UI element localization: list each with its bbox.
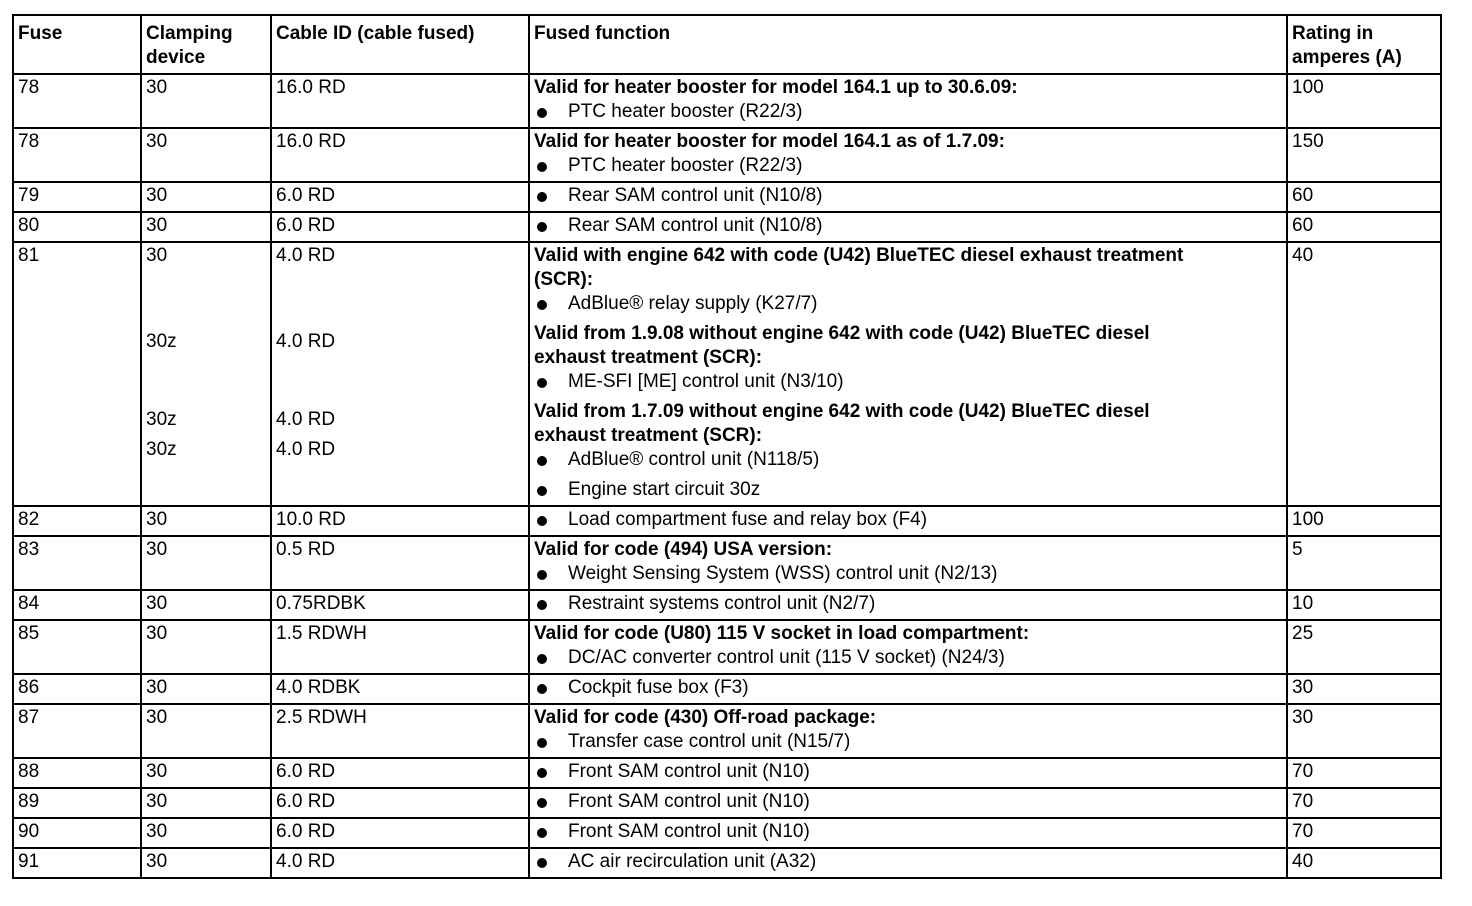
cable-value: 4.0 RD [276, 439, 336, 460]
header-fused-function: Fused function [529, 15, 1287, 74]
fuse-number: 78 [13, 74, 141, 128]
function-item: Rear SAM control unit (N10/8) [534, 184, 1282, 208]
fuse-number: 87 [13, 704, 141, 758]
cable-value: 4.0 RD [276, 331, 336, 352]
clamping-device: 30 [141, 758, 271, 788]
validity-heading: Valid for heater booster for model 164.1 up to 30.6.09: [534, 77, 1018, 98]
table-row [13, 590, 1441, 620]
fuse-number: 88 [13, 758, 141, 788]
fused-function [529, 848, 1287, 878]
function-item: AdBlue® relay supply (K27/7) [534, 292, 1282, 316]
header-row [13, 15, 1441, 74]
function-item: Load compartment fuse and relay box (F4) [534, 508, 1282, 532]
cable-id: 2.5 RDWH [271, 704, 529, 758]
rating: 60 [1287, 182, 1441, 212]
function-item: ME-SFI [ME] control unit (N3/10) [534, 370, 1282, 394]
fused-function [529, 242, 1287, 506]
cable-value: 4.0 RD [276, 409, 336, 430]
clamping-device: 30 [141, 704, 271, 758]
fuse-number: 79 [13, 182, 141, 212]
function-item: Cockpit fuse box (F3) [534, 676, 1282, 700]
table-row [13, 758, 1441, 788]
function-item: Restraint systems control unit (N2/7) [534, 592, 1282, 616]
validity-heading: Valid from 1.9.08 without engine 642 with code (U42) BlueTEC diesel [534, 323, 1150, 344]
clamping-device: 30 [141, 818, 271, 848]
cable-id: 6.0 RD [271, 758, 529, 788]
fuse-number: 90 [13, 818, 141, 848]
function-item: AdBlue® control unit (N118/5) [534, 448, 1282, 472]
function-item: DC/AC converter control unit (115 V socket) (N24/3) [534, 646, 1282, 670]
fuse-number: 89 [13, 788, 141, 818]
cable-id: 4.0 RD [271, 848, 529, 878]
fuse-number: 84 [13, 590, 141, 620]
function-item: Rear SAM control unit (N10/8) [534, 214, 1282, 238]
clamping-device: 30 [141, 536, 271, 590]
cable-id: 6.0 RD [271, 788, 529, 818]
function-item: Front SAM control unit (N10) [534, 820, 1282, 844]
table-row [13, 242, 1441, 506]
table-row [13, 212, 1441, 242]
rating: 40 [1287, 242, 1441, 506]
function-item: AC air recirculation unit (A32) [534, 850, 1282, 874]
function-item: Weight Sensing System (WSS) control unit (N2/13) [534, 562, 1282, 586]
cable-id [271, 242, 529, 506]
function-item: Front SAM control unit (N10) [534, 790, 1282, 814]
fuse-number: 86 [13, 674, 141, 704]
clamping-device: 30 [141, 182, 271, 212]
validity-heading: (SCR): [534, 269, 594, 290]
function-item: PTC heater booster (R22/3) [534, 100, 1282, 124]
clamping-device: 30 [141, 128, 271, 182]
function-item: Front SAM control unit (N10) [534, 760, 1282, 784]
fuse-number: 78 [13, 128, 141, 182]
rating: 30 [1287, 674, 1441, 704]
table-row [13, 788, 1441, 818]
rating: 150 [1287, 128, 1441, 182]
table-row [13, 128, 1441, 182]
fused-function [529, 818, 1287, 848]
cable-id: 6.0 RD [271, 182, 529, 212]
table-row [13, 674, 1441, 704]
fuse-number: 82 [13, 506, 141, 536]
header-cable-id: Cable ID (cable fused) [271, 15, 529, 74]
fuse-number: 80 [13, 212, 141, 242]
cable-value: 4.0 RD [276, 245, 336, 266]
fuse-number: 91 [13, 848, 141, 878]
clamping-device: 30 [141, 590, 271, 620]
clamping-device [141, 242, 271, 506]
fuse-number: 81 [13, 242, 141, 506]
cable-id: 16.0 RD [271, 74, 529, 128]
table-row [13, 182, 1441, 212]
rating: 100 [1287, 506, 1441, 536]
table-row [13, 818, 1441, 848]
header-rating: Rating in amperes (A) [1287, 15, 1441, 74]
fused-function [529, 128, 1287, 182]
clamp-value: 30z [146, 409, 177, 430]
validity-heading: Valid from 1.7.09 without engine 642 with code (U42) BlueTEC diesel [534, 401, 1150, 422]
clamping-device: 30 [141, 212, 271, 242]
clamping-device: 30 [141, 620, 271, 674]
fuse-table [12, 14, 1442, 879]
rating: 70 [1287, 818, 1441, 848]
cable-id: 6.0 RD [271, 212, 529, 242]
fused-function [529, 620, 1287, 674]
fused-function [529, 788, 1287, 818]
header-clamping-device: Clamping device [141, 15, 271, 74]
rating: 60 [1287, 212, 1441, 242]
clamp-value: 30z [146, 331, 177, 352]
fuse-number: 85 [13, 620, 141, 674]
clamping-device: 30 [141, 506, 271, 536]
rating: 70 [1287, 758, 1441, 788]
fused-function [529, 536, 1287, 590]
validity-heading: Valid for code (U80) 115 V socket in load compartment: [534, 623, 1030, 644]
clamping-device: 30 [141, 674, 271, 704]
fused-function [529, 674, 1287, 704]
rating: 5 [1287, 536, 1441, 590]
table-row [13, 704, 1441, 758]
fused-function [529, 704, 1287, 758]
table-row [13, 620, 1441, 674]
clamp-value: 30 [146, 245, 168, 266]
cable-id: 10.0 RD [271, 506, 529, 536]
cable-id: 1.5 RDWH [271, 620, 529, 674]
fused-function [529, 212, 1287, 242]
table-row [13, 74, 1441, 128]
clamp-value: 30z [146, 439, 177, 460]
rating: 25 [1287, 620, 1441, 674]
cable-id: 6.0 RD [271, 818, 529, 848]
validity-heading: exhaust treatment (SCR): [534, 425, 763, 446]
table-row [13, 536, 1441, 590]
validity-heading: exhaust treatment (SCR): [534, 347, 763, 368]
cable-id: 16.0 RD [271, 128, 529, 182]
header-fuse: Fuse [13, 15, 141, 74]
clamping-device: 30 [141, 848, 271, 878]
rating: 30 [1287, 704, 1441, 758]
validity-heading: Valid for code (494) USA version: [534, 539, 833, 560]
rating: 100 [1287, 74, 1441, 128]
cable-id: 4.0 RDBK [271, 674, 529, 704]
fused-function [529, 182, 1287, 212]
validity-heading: Valid for heater booster for model 164.1 as of 1.7.09: [534, 131, 1005, 152]
rating: 70 [1287, 788, 1441, 818]
cable-id: 0.5 RD [271, 536, 529, 590]
function-item: Transfer case control unit (N15/7) [534, 730, 1282, 754]
fused-function [529, 758, 1287, 788]
cable-id: 0.75RDBK [271, 590, 529, 620]
clamping-device: 30 [141, 74, 271, 128]
validity-heading: Valid for code (430) Off-road package: [534, 707, 877, 728]
fused-function [529, 590, 1287, 620]
function-item: Engine start circuit 30z [534, 478, 1282, 502]
rating: 10 [1287, 590, 1441, 620]
clamping-device: 30 [141, 788, 271, 818]
fused-function [529, 506, 1287, 536]
validity-heading: Valid with engine 642 with code (U42) BlueTEC diesel exhaust treatment [534, 245, 1184, 266]
fuse-number: 83 [13, 536, 141, 590]
fused-function [529, 74, 1287, 128]
table-row [13, 506, 1441, 536]
rating: 40 [1287, 848, 1441, 878]
table-row [13, 848, 1441, 878]
function-item: PTC heater booster (R22/3) [534, 154, 1282, 178]
